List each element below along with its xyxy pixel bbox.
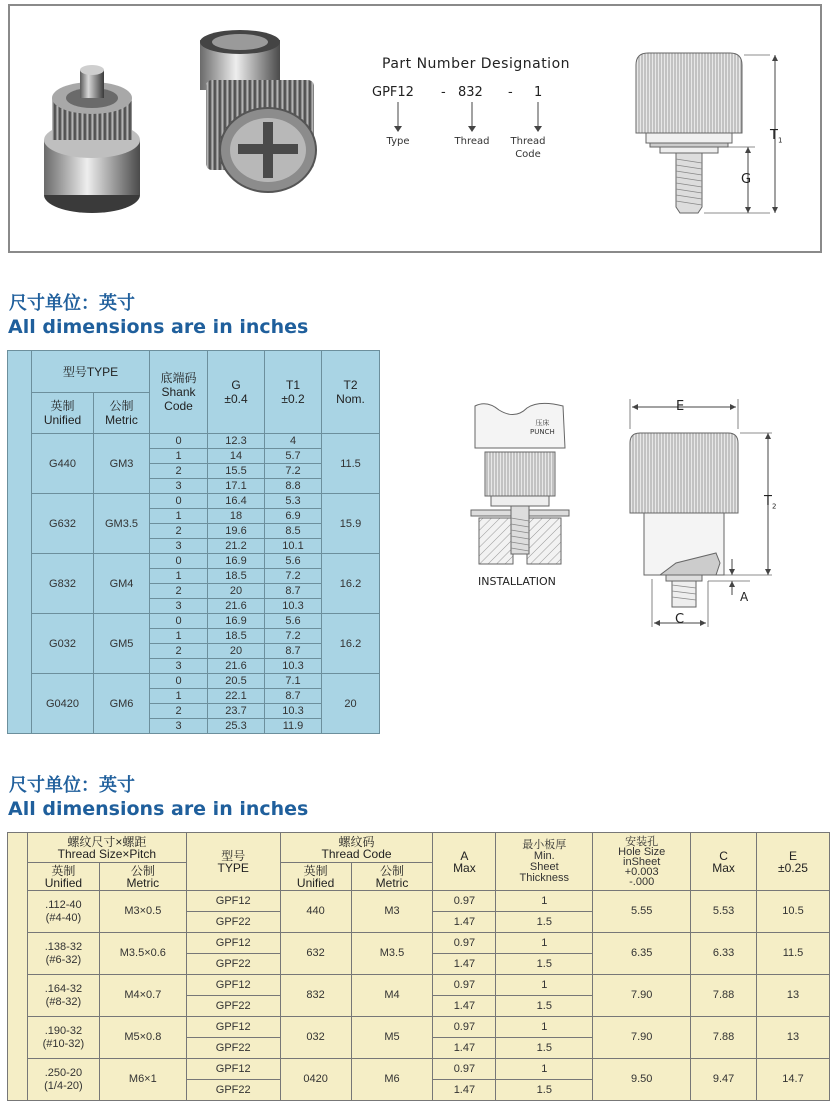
- cell-type: GPF12: [186, 1059, 280, 1080]
- cell-t1: 5.6: [265, 614, 322, 629]
- cell-metric: GM6: [94, 674, 150, 734]
- cell-g: 23.7: [208, 704, 265, 719]
- cell-g: 21.6: [208, 659, 265, 674]
- cell-t1: 5.7: [265, 449, 322, 464]
- cell-a-max: 1.47: [433, 954, 496, 975]
- cell-type: GPF22: [186, 1080, 280, 1101]
- th-unified: 英制 Unified: [32, 393, 94, 434]
- cell-shank-code: 0: [150, 434, 208, 449]
- cell-shank-code: 0: [150, 674, 208, 689]
- part-code-thread: 832: [458, 85, 483, 100]
- cell-a-max: 1.47: [433, 996, 496, 1017]
- dim-c-label: C: [675, 612, 685, 627]
- cell-g: 22.1: [208, 689, 265, 704]
- cell-metric: M4×0.7: [99, 975, 186, 1017]
- cell-hole-size: 9.50: [593, 1059, 691, 1101]
- dim-e-label: E: [676, 399, 685, 414]
- cell-e: 10.5: [757, 891, 830, 933]
- cell-min-sheet: 1: [496, 1059, 593, 1080]
- product-photo: [30, 20, 350, 240]
- part-code-dash: -: [441, 85, 446, 100]
- cell-unified: .164-32 (#8-32): [27, 975, 99, 1017]
- section1-heading-cn: 尺寸单位：英寸: [9, 293, 135, 314]
- cell-type: GPF22: [186, 954, 280, 975]
- cell-metric: GM4: [94, 554, 150, 614]
- cell-hole-size: 6.35: [593, 933, 691, 975]
- cell-type: GPF12: [186, 975, 280, 996]
- cell-g: 18.5: [208, 569, 265, 584]
- cell-g: 17.1: [208, 479, 265, 494]
- cell-g: 19.6: [208, 524, 265, 539]
- cell-t2: 20: [322, 674, 380, 734]
- cell-unified: G832: [32, 554, 94, 614]
- th-unified: 英制 Unified: [27, 863, 99, 891]
- dim-g-label: G: [741, 172, 752, 187]
- cell-shank-code: 2: [150, 704, 208, 719]
- cell-t1: 5.3: [265, 494, 322, 509]
- cell-g: 20.5: [208, 674, 265, 689]
- cell-code-unified: 032: [280, 1017, 351, 1059]
- cell-code-unified: 440: [280, 891, 351, 933]
- th-metric: 公制 Metric: [99, 863, 186, 891]
- cell-t1: 8.8: [265, 479, 322, 494]
- th-t1: T1 ±0.2: [265, 351, 322, 434]
- dim-t1-label: $T_1$: [770, 128, 783, 145]
- th-type: 型号 TYPE: [186, 833, 280, 891]
- cell-shank-code: 2: [150, 464, 208, 479]
- th-min-sheet: 最小板厚 Min. Sheet Thickness: [496, 833, 593, 891]
- cell-type: GPF12: [186, 891, 280, 912]
- cell-shank-code: 2: [150, 644, 208, 659]
- cell-g: 16.4: [208, 494, 265, 509]
- cell-a-max: 0.97: [433, 933, 496, 954]
- cell-hole-size: 7.90: [593, 1017, 691, 1059]
- cell-min-sheet: 1.5: [496, 1038, 593, 1059]
- installation-drawing: [465, 400, 585, 570]
- cell-hole-size: 7.90: [593, 975, 691, 1017]
- cell-unified: .112-40 (#4-40): [27, 891, 99, 933]
- cell-g: 12.3: [208, 434, 265, 449]
- cell-a-max: 0.97: [433, 975, 496, 996]
- th-metric: 公制 Metric: [94, 393, 150, 434]
- th-type: 型号TYPE: [32, 351, 150, 393]
- part-code-thread-code: 1: [534, 85, 543, 100]
- dimension-table-1: [7, 350, 380, 734]
- cell-g: 21.6: [208, 599, 265, 614]
- table2-left-band: [8, 833, 28, 1101]
- cell-t1: 10.3: [265, 659, 322, 674]
- cell-t1: 10.1: [265, 539, 322, 554]
- cell-shank-code: 0: [150, 614, 208, 629]
- cell-code-unified: 632: [280, 933, 351, 975]
- cell-g: 25.3: [208, 719, 265, 734]
- cell-metric: M5×0.8: [99, 1017, 186, 1059]
- cell-code-metric: M3: [351, 891, 433, 933]
- cell-shank-code: 3: [150, 599, 208, 614]
- cell-unified: .138-32 (#6-32): [27, 933, 99, 975]
- cell-t2: 16.2: [322, 614, 380, 674]
- cell-unified: G632: [32, 494, 94, 554]
- part-code-dash: -: [508, 85, 513, 100]
- cell-metric: GM5: [94, 614, 150, 674]
- cell-g: 16.9: [208, 614, 265, 629]
- cell-shank-code: 3: [150, 659, 208, 674]
- cell-c-max: 5.53: [691, 891, 757, 933]
- cell-g: 15.5: [208, 464, 265, 479]
- section1-heading-en: All dimensions are in inches: [8, 316, 309, 338]
- th-thread-code: 螺纹码 Thread Code: [280, 833, 433, 863]
- cell-g: 20: [208, 584, 265, 599]
- cell-code-metric: M5: [351, 1017, 433, 1059]
- section2-heading-cn: 尺寸单位：英寸: [9, 775, 135, 796]
- punch-label: 压床 PUNCH: [530, 419, 555, 436]
- cell-code-metric: M4: [351, 975, 433, 1017]
- cell-e: 13: [757, 975, 830, 1017]
- cell-t1: 4: [265, 434, 322, 449]
- cell-unified: G440: [32, 434, 94, 494]
- cell-t1: 7.2: [265, 629, 322, 644]
- screw-photo-left: [44, 65, 140, 213]
- cell-t2: 16.2: [322, 554, 380, 614]
- th-code-metric: 公制 Metric: [351, 863, 433, 891]
- th-thread-size: 螺纹尺寸×螺距 Thread Size×Pitch: [27, 833, 186, 863]
- cell-t2: 11.5: [322, 434, 380, 494]
- cell-t1: 10.3: [265, 599, 322, 614]
- cell-shank-code: 1: [150, 689, 208, 704]
- cell-g: 18: [208, 509, 265, 524]
- screw-photo-right: [200, 30, 316, 192]
- cell-c-max: 9.47: [691, 1059, 757, 1101]
- cell-t1: 6.9: [265, 509, 322, 524]
- cell-e: 13: [757, 1017, 830, 1059]
- cell-type: GPF22: [186, 996, 280, 1017]
- cell-shank-code: 1: [150, 449, 208, 464]
- cell-min-sheet: 1.5: [496, 996, 593, 1017]
- cell-type: GPF22: [186, 912, 280, 933]
- th-a-max: A Max: [433, 833, 496, 891]
- cell-a-max: 0.97: [433, 1059, 496, 1080]
- cell-unified: .190-32 (#10-32): [27, 1017, 99, 1059]
- cell-min-sheet: 1.5: [496, 954, 593, 975]
- cell-a-max: 1.47: [433, 1080, 496, 1101]
- cell-t1: 7.1: [265, 674, 322, 689]
- cell-t1: 7.2: [265, 569, 322, 584]
- label-type: Type: [386, 136, 410, 147]
- cell-shank-code: 1: [150, 629, 208, 644]
- technical-drawing-dimensions: [620, 395, 790, 635]
- cell-metric: M3×0.5: [99, 891, 186, 933]
- cell-metric: GM3: [94, 434, 150, 494]
- table1-left-band: [8, 351, 32, 734]
- cell-type: GPF12: [186, 1017, 280, 1038]
- cell-t1: 10.3: [265, 704, 322, 719]
- cell-type: GPF12: [186, 933, 280, 954]
- cell-metric: M6×1: [99, 1059, 186, 1101]
- dimension-table-2: [7, 832, 830, 1101]
- cell-g: 14: [208, 449, 265, 464]
- cell-t2: 15.9: [322, 494, 380, 554]
- cell-unified: .250-20 (1/4-20): [27, 1059, 99, 1101]
- cell-min-sheet: 1: [496, 975, 593, 996]
- section2-heading-en: All dimensions are in inches: [8, 798, 309, 820]
- cell-shank-code: 2: [150, 524, 208, 539]
- th-e: E ±0.25: [757, 833, 830, 891]
- cell-c-max: 7.88: [691, 975, 757, 1017]
- cell-type: GPF22: [186, 1038, 280, 1059]
- cell-shank-code: 0: [150, 554, 208, 569]
- cell-a-max: 0.97: [433, 891, 496, 912]
- cell-t1: 8.7: [265, 644, 322, 659]
- label-thread: Thread: [454, 136, 490, 147]
- cell-t1: 8.7: [265, 584, 322, 599]
- cell-shank-code: 3: [150, 719, 208, 734]
- cell-code-metric: M3.5: [351, 933, 433, 975]
- cell-t1: 8.5: [265, 524, 322, 539]
- installation-label: INSTALLATION: [478, 575, 556, 588]
- cell-code-metric: M6: [351, 1059, 433, 1101]
- cell-t1: 7.2: [265, 464, 322, 479]
- cell-shank-code: 3: [150, 479, 208, 494]
- cell-unified: G032: [32, 614, 94, 674]
- cell-shank-code: 3: [150, 539, 208, 554]
- th-c-max: C Max: [691, 833, 757, 891]
- cell-metric: M3.5×0.6: [99, 933, 186, 975]
- cell-c-max: 6.33: [691, 933, 757, 975]
- cell-g: 20: [208, 644, 265, 659]
- th-g: G ±0.4: [208, 351, 265, 434]
- cell-min-sheet: 1.5: [496, 1080, 593, 1101]
- cell-min-sheet: 1: [496, 891, 593, 912]
- cell-shank-code: 1: [150, 569, 208, 584]
- part-number-arrows: [360, 100, 580, 140]
- cell-metric: GM3.5: [94, 494, 150, 554]
- cell-code-unified: 832: [280, 975, 351, 1017]
- cell-min-sheet: 1: [496, 933, 593, 954]
- cell-t1: 11.9: [265, 719, 322, 734]
- cell-a-max: 1.47: [433, 912, 496, 933]
- th-t2: T2 Nom.: [322, 351, 380, 434]
- cell-t1: 5.6: [265, 554, 322, 569]
- cell-g: 16.9: [208, 554, 265, 569]
- cell-hole-size: 5.55: [593, 891, 691, 933]
- cell-g: 21.2: [208, 539, 265, 554]
- label-thread-code: Thread Code: [510, 136, 546, 160]
- cell-g: 18.5: [208, 629, 265, 644]
- cell-shank-code: 2: [150, 584, 208, 599]
- cell-shank-code: 1: [150, 509, 208, 524]
- dim-t2-label: $T_2$: [764, 494, 777, 511]
- cell-code-unified: 0420: [280, 1059, 351, 1101]
- th-code-unified: 英制 Unified: [280, 863, 351, 891]
- cell-t1: 8.7: [265, 689, 322, 704]
- cell-shank-code: 0: [150, 494, 208, 509]
- cell-c-max: 7.88: [691, 1017, 757, 1059]
- cell-a-max: 1.47: [433, 1038, 496, 1059]
- part-number-title: Part Number Designation: [382, 56, 571, 72]
- cell-e: 14.7: [757, 1059, 830, 1101]
- cell-min-sheet: 1: [496, 1017, 593, 1038]
- cell-e: 11.5: [757, 933, 830, 975]
- cell-min-sheet: 1.5: [496, 912, 593, 933]
- th-shank-code: 底端码 Shank Code: [150, 351, 208, 434]
- th-hole-size: 安装孔 Hole Size inSheet +0.003 -.000: [593, 833, 691, 891]
- cell-unified: G0420: [32, 674, 94, 734]
- part-code-type: GPF12: [372, 85, 414, 100]
- dim-a-label: A: [740, 590, 749, 604]
- cell-a-max: 0.97: [433, 1017, 496, 1038]
